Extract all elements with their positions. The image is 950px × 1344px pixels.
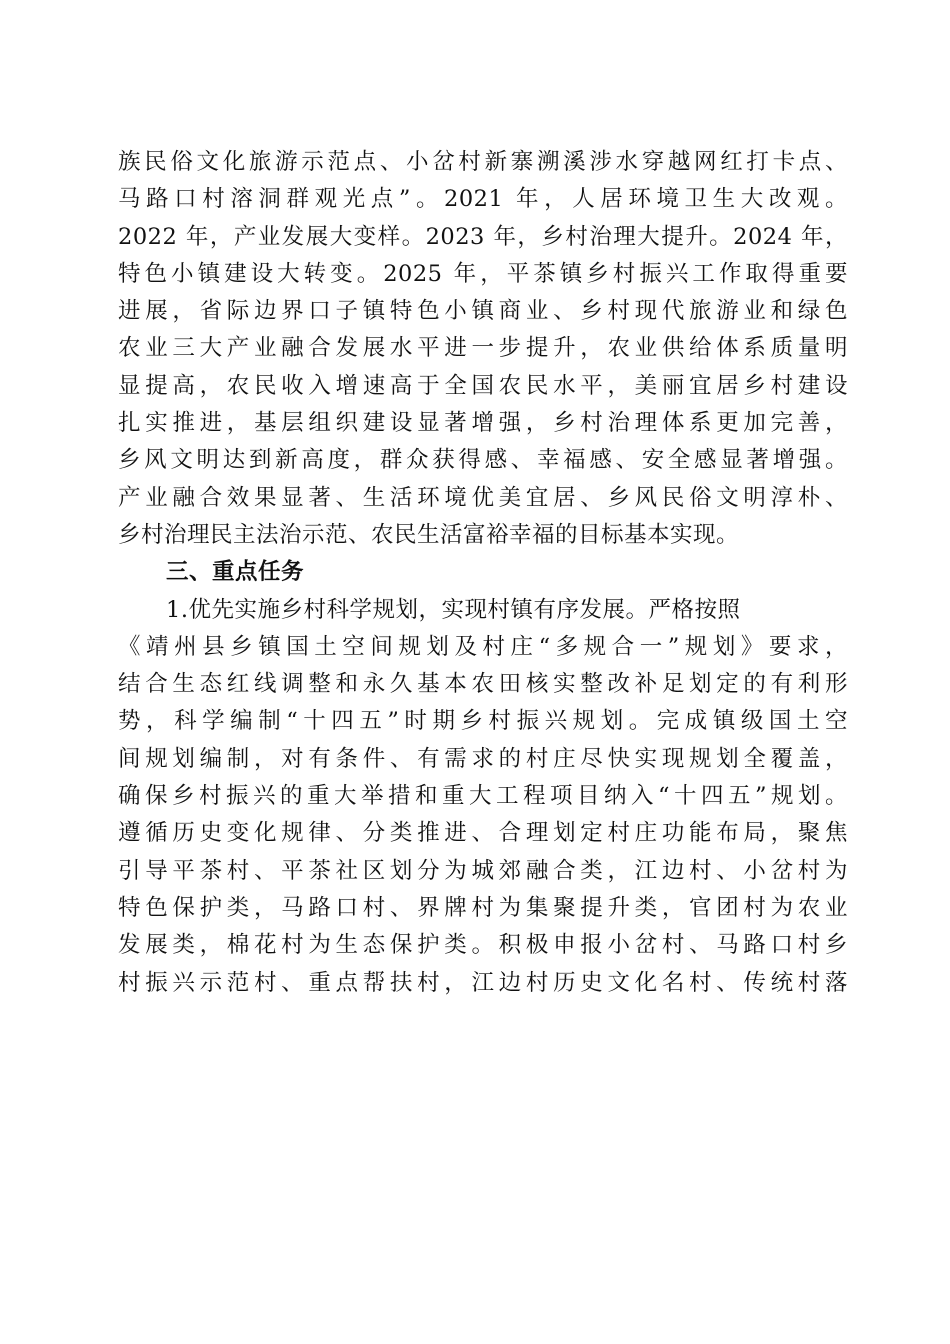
text-line: 特色小镇建设大转变。2025 年，平茶镇乡村振兴工作取得重要 [118, 260, 848, 287]
text-line: 间规划编制，对有条件、有需求的村庄尽快实现规划全覆盖， [118, 745, 848, 772]
text-line: 2022 年，产业发展大变样。2023 年，乡村治理大提升。2024 年， [118, 223, 848, 250]
text-line: 族民俗文化旅游示范点、小岔村新寨溯溪涉水穿越网红打卡点、 [118, 149, 848, 175]
text-line: 发展类，棉花村为生态保护类。积极申报小岔村、马路口村乡 [118, 932, 848, 959]
section-heading: 三、重点任务 [166, 559, 305, 586]
text-line: 显提高，农民收入增速高于全国农民水平，美丽宜居乡村建设 [118, 372, 848, 399]
text-line: 引导平茶村、平茶社区划分为城郊融合类，江边村、小岔村为 [118, 857, 848, 884]
text-line: 《靖州县乡镇国土空间规划及村庄“多规合一”规划》要求， [118, 633, 848, 660]
document-body [118, 144, 848, 1002]
text-line: 产业融合效果显著、生活环境优美宜居、乡风民俗文明淳朴、 [118, 484, 848, 511]
text-line: 1.优先实施乡村科学规划，实现村镇有序发展。严格按照 [166, 596, 741, 623]
text-line: 确保乡村振兴的重大举措和重大工程项目纳入“十四五”规划。 [118, 783, 848, 810]
text-line: 遵循历史变化规律、分类推进、合理划定村庄功能布局，聚焦 [118, 820, 848, 847]
text-line: 农业三大产业融合发展水平进一步提升，农业供给体系质量明 [118, 335, 848, 362]
text-line: 马路口村溶洞群观光点”。2021 年，人居环境卫生大改观。 [118, 186, 848, 213]
text-line: 结合生态红线调整和永久基本农田核实整改补足划定的有利形 [118, 671, 848, 698]
text-line: 村振兴示范村、重点帮扶村，江边村历史文化名村、传统村落 [118, 969, 848, 996]
text-line: 势，科学编制“十四五”时期乡村振兴规划。完成镇级国土空 [118, 708, 848, 735]
text-line: 进展，省际边界口子镇特色小镇商业、乡村现代旅游业和绿色 [118, 298, 848, 325]
text-line: 扎实推进，基层组织建设显著增强，乡村治理体系更加完善， [118, 410, 848, 437]
text-line: 特色保护类，马路口村、界牌村为集聚提升类，官团村为农业 [118, 894, 848, 921]
text-line: 乡风文明达到新高度，群众获得感、幸福感、安全感显著增强。 [118, 447, 848, 474]
text-line: 乡村治理民主法治示范、农民生活富裕幸福的目标基本实现。 [118, 521, 740, 548]
